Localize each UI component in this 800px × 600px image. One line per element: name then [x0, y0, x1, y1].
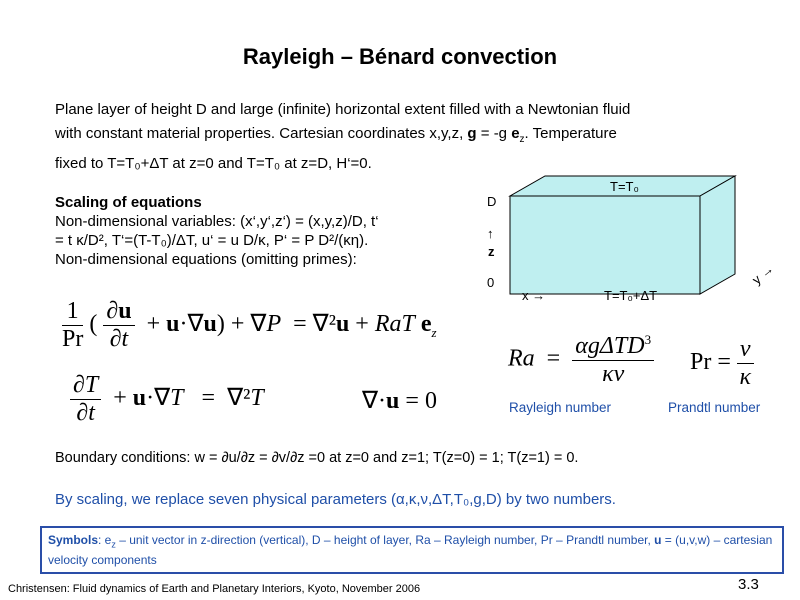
zero-label: 0 — [487, 275, 495, 290]
intro-line-3: fixed to T=T₀+ΔT at z=0 and T=T₀ at z=D, H‘=0. — [55, 155, 372, 172]
x-axis-label: x → — [522, 288, 546, 303]
box-side-face — [700, 176, 735, 294]
z-arrow-icon: ↑ — [487, 226, 494, 241]
rayleigh-formula: Ra = $\frac{\alpha g\Delta TD^3}{\kappa\nu}$ — [508, 332, 654, 388]
bottom-temperature-label: T=T₀+ΔT — [604, 288, 658, 303]
symbols-label: Symbols — [48, 533, 99, 547]
y-axis-label: y → — [749, 260, 777, 288]
height-label: D — [487, 194, 497, 209]
intro-line-1: Plane layer of height D and large (infinite) horizontal extent filled with a Newtonian fluid — [55, 101, 631, 118]
scaling-section — [55, 193, 465, 269]
scaling-line-3: Non-dimensional equations (omitting primes): — [55, 251, 357, 268]
page-number: 3.3 — [738, 576, 759, 593]
box-front-face — [510, 196, 700, 294]
energy-equation: $\frac{\partial T}{\partial t}$ + u·∇T = ∇²T — [70, 372, 264, 427]
symbols-box: Symbols: $e_z$ – unit vector in z-direction (vertical), D – height of layer, Ra – Rayleigh number, Pr – Prandtl number, u = (u,v,w) – cartesian velocity components — [40, 526, 784, 574]
continuity-equation: ∇·u = 0 — [362, 388, 437, 414]
scaling-heading: Scaling of equations — [55, 194, 202, 211]
momentum-equation: $\frac{1}{Pr}$ ( $\frac{\partial u}{\partial t}$ + u·∇u) + ∇P = ∇²u + RaT $e_z$ — [62, 298, 437, 352]
scaling-note: By scaling, we replace seven physical parameters (α,κ,ν,ΔT,T₀,g,D) by two numbers. — [55, 491, 616, 508]
top-temperature-label: T=T₀ — [610, 179, 639, 194]
rayleigh-number-label: Rayleigh number — [509, 400, 612, 415]
intro-line-2: with constant material properties. Cartesian coordinates x,y,z, g = -g $e_z$. Temperature — [55, 125, 617, 145]
slide-title: Rayleigh – Bénard convection — [242, 44, 558, 69]
intro-paragraph — [55, 98, 745, 176]
z-axis-label: z — [488, 244, 495, 259]
boundary-conditions: Boundary conditions: w = ∂u/∂z = ∂v/∂z =0 at z=0 and z=1; T(z=0) = 1; T(z=1) = 0. — [55, 450, 579, 466]
footer-citation: Christensen: Fluid dynamics of Earth and Planetary Interiors, Kyoto, November 2006 — [8, 583, 421, 595]
scaling-line-1: Non-dimensional variables: (x‘,y‘,z‘) = (x,y,z)/D, t‘ — [55, 213, 379, 230]
prandtl-number-label: Prandtl number — [668, 400, 761, 415]
prandtl-formula: Pr = $\frac{\nu}{\kappa}$ — [690, 336, 754, 391]
scaling-line-2: = t κ/D², T‘=(T-T₀)/ΔT, u‘ = u D/κ, P‘ = P D²/(κη). — [55, 232, 369, 249]
